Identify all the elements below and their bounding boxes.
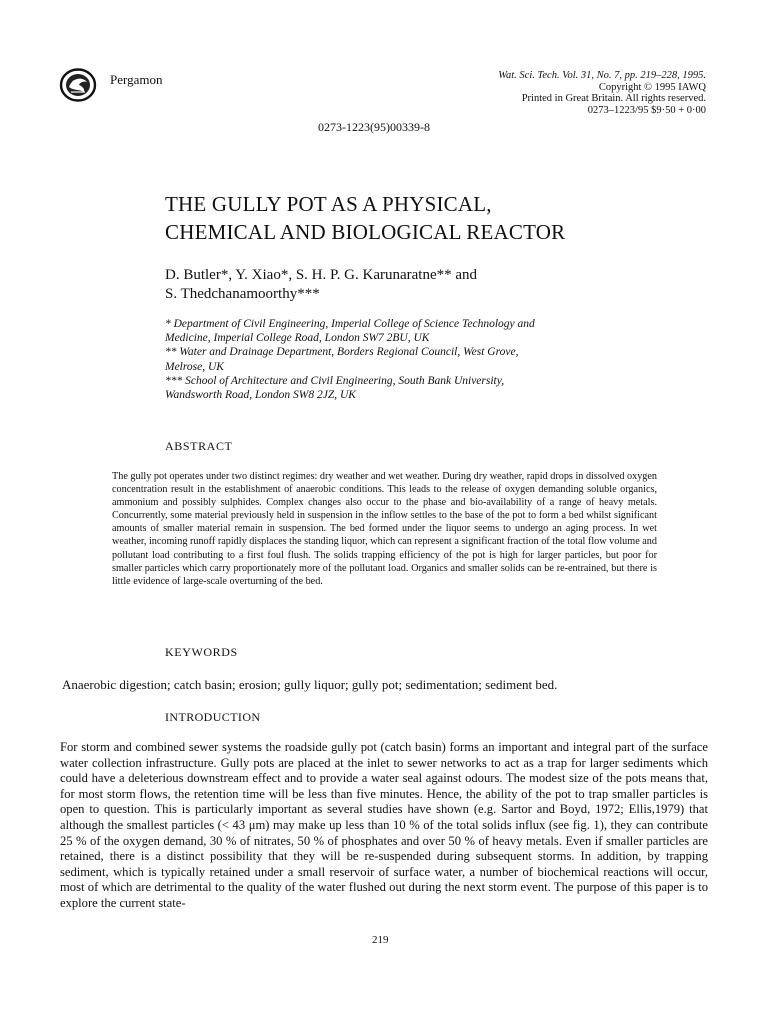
affiliations (165, 317, 685, 402)
affiliation-line: *** School of Architecture and Civil Engineering, South Bank University, (165, 374, 505, 387)
copyright-line: Copyright © 1995 IAWQ (598, 81, 706, 93)
affiliation-line: Medicine, Imperial College Road, London SW7 2BU, UK (165, 332, 430, 345)
introduction-heading: INTRODUCTION (165, 710, 261, 724)
paper-title (165, 190, 685, 246)
page-number: 219 (372, 934, 389, 946)
affiliation-line: * Department of Civil Engineering, Imperial College of Science Technology and (165, 318, 535, 330)
title-line: THE GULLY POT AS A PHYSICAL, (165, 192, 492, 216)
abstract-heading: ABSTRACT (165, 439, 233, 453)
author-line: S. Thedchanamoorthy*** (165, 286, 320, 302)
title-line: CHEMICAL AND BIOLOGICAL REACTOR (165, 220, 566, 244)
publisher-name: Pergamon (110, 72, 163, 87)
introduction-body: For storm and combined sewer systems the roadside gully pot (catch basin) forms an important and integral part of the surface water collection infrastructure. Gully pots are placed at the inlet to sewer networks to act as a trap for larger sediments which could have a deleterious downstream effect and to provide a water seal against odours. The modest size of the pots means that, for most storm flows, the retention time will be less than five minutes. Hence, the ability of the pot to trap smaller particles is open to question. This is particularly important as several studies have shown (e.g. Sartor and Boyd, 1972; Ellis,1979) that although the smallest particles (< 43 μm) may make up less than 10 % of the total solids influx (see fig. 1), they can contribute 25 % of the oxygen demand, 30 % of nitrates, 50 % of phosphates and over 50 % of heavy metals. Even if smaller particles are retained, there is a distinct possibility that they will be re-suspended during subsequent storms. In addition, by trapping sediment, which is typically retained under a small reservoir of surface water, a number of biochemical reactions will occur, most of which are detrimental to the quality of the water flushed out during the next storm event. The purpose of this paper is to explore the current state- (60, 740, 708, 910)
affiliation-line: Wandsworth Road, London SW8 2JZ, UK (165, 389, 356, 402)
issn-price-line: 0273–1223/95 $9·50 + 0·00 (587, 104, 706, 116)
journal-citation-line: Wat. Sci. Tech. Vol. 31, No. 7, pp. 219–228, 1995. (498, 70, 706, 81)
pergamon-logo-icon (58, 67, 98, 103)
keywords-list: Anaerobic digestion; catch basin; erosion; gully liquor; gully pot; sedimentation; sediment bed. (62, 677, 558, 692)
abstract-body: The gully pot operates under two distinct regimes: dry weather and wet weather. During dry weather, rapid drops in dissolved oxygen concentration result in the establishment of anaerobic conditions. This leads to the release of oxygen demanding soluble organics, ammonium and possibly sulphides. Complex changes also occur to the phase and bio-availability of a range of heavy metals. Concurrently, some material previously held in suspension in the inflow settles to the base of the pot to form a bed whilst significant amounts of smaller material remain in suspension. The bed formed under the liquor seems to undergo an aging process. In wet weather, incoming runoff rapidly displaces the standing liquor, which can represent a significant fraction of the total flow volume and pollutant load contributing to a first foul flush. The solids trapping efficiency of the pot is high for larger particles, but poor for smaller particles which carry proportionately more of the pollutant load. Organics and smaller solids can be re-entrained, but there is little evidence of large-scale overturning of the bed. (112, 471, 657, 587)
keywords-heading: KEYWORDS (165, 645, 238, 659)
author-line: D. Butler*, Y. Xiao*, S. H. P. G. Karunaratne** and (165, 267, 478, 283)
journal-citation-block (406, 70, 706, 116)
author-list (165, 266, 685, 304)
article-identifier: 0273-1223(95)00339-8 (318, 120, 430, 134)
rights-line: Printed in Great Britain. All rights reserved. (521, 93, 706, 104)
affiliation-line: ** Water and Drainage Department, Borders Regional Council, West Grove, (165, 346, 519, 359)
affiliation-line: Melrose, UK (165, 360, 224, 373)
